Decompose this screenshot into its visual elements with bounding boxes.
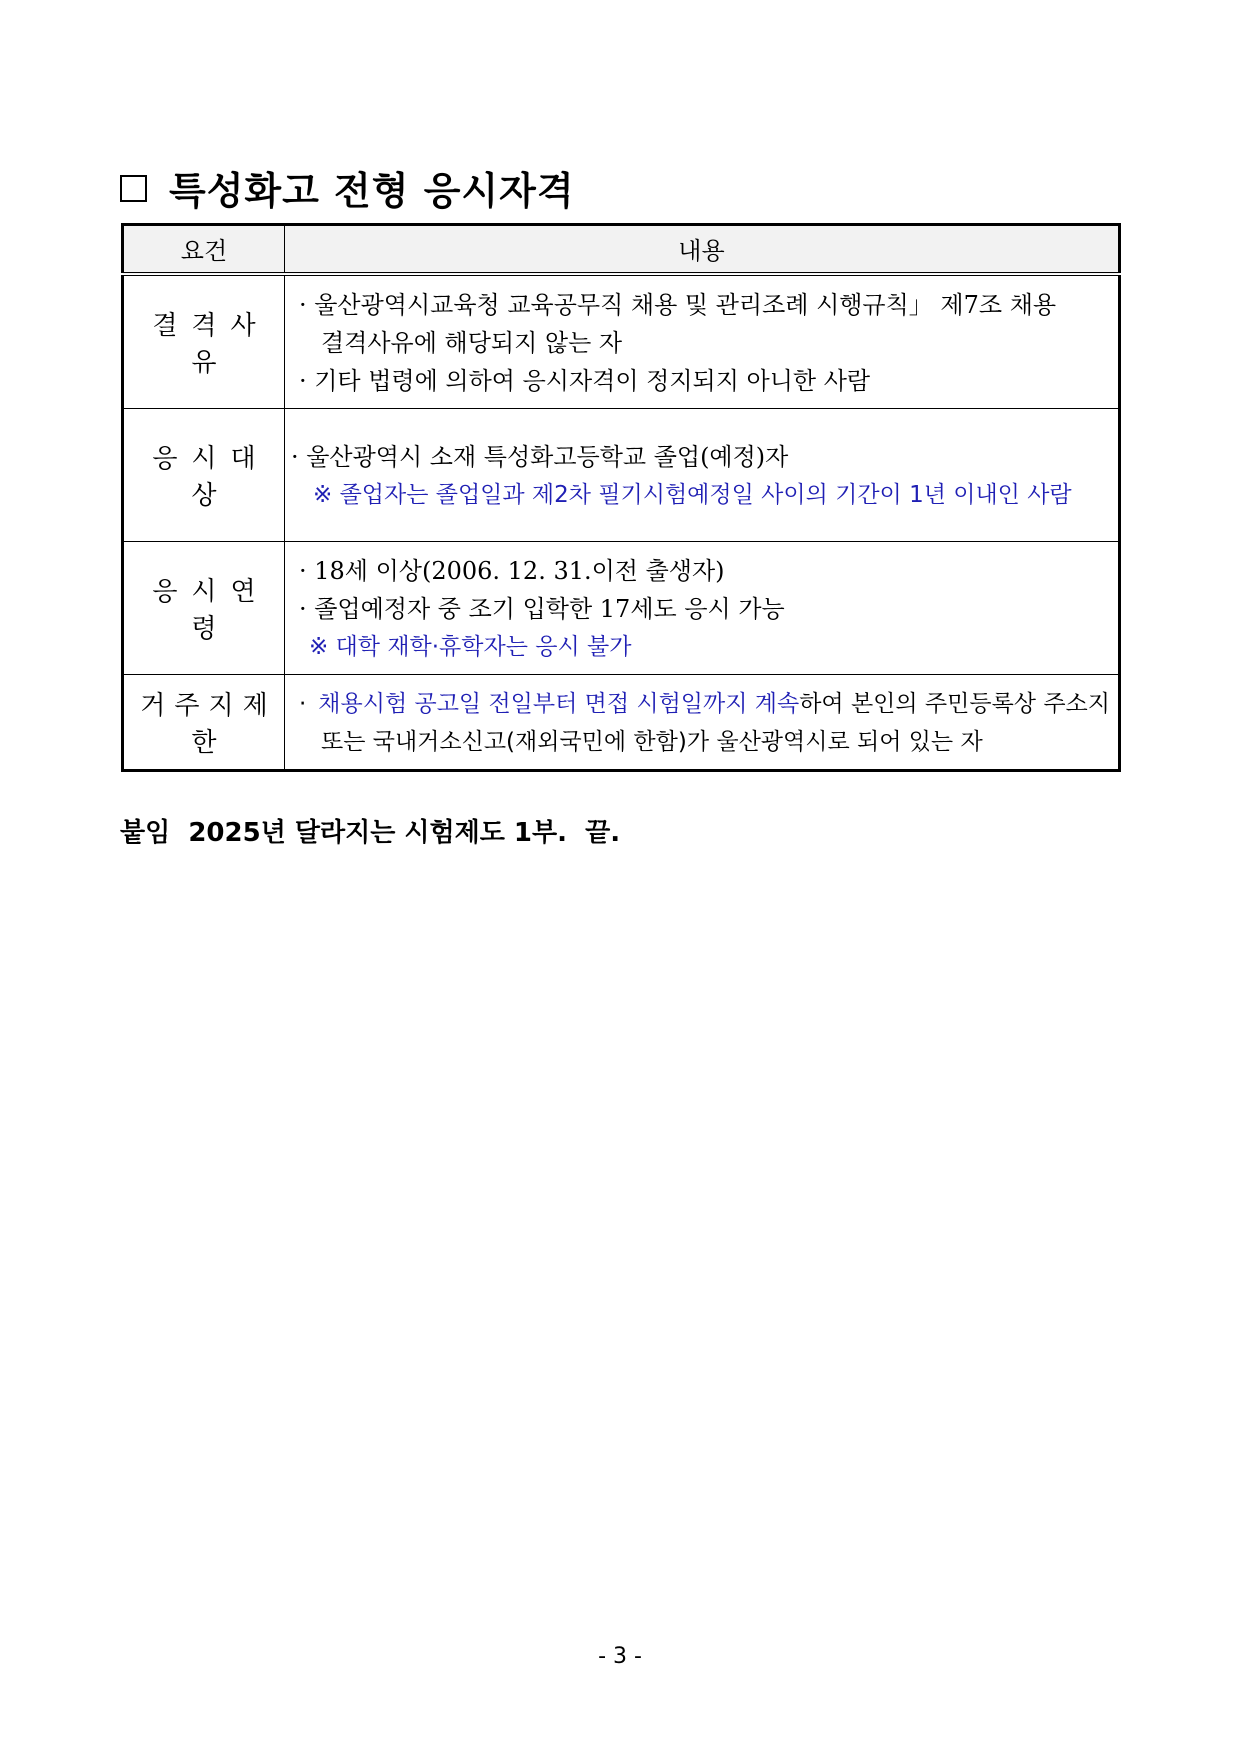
section-title <box>120 160 575 215</box>
attachment-note: 붙임 2025년 달라지는 시험제도 1부. 끝. <box>120 818 621 848</box>
content-line: · 졸업예정자 중 조기 입학한 17세도 응시 가능 <box>298 595 785 623</box>
content-line: · 기타 법령에 의하여 응시자격이 정지되지 아니한 사람 <box>298 366 871 395</box>
content-line: · 울산광역시 소재 특성화고등학교 졸업(예정)자 <box>290 443 789 471</box>
table-row <box>123 542 1120 675</box>
page-number: - 3 - <box>598 1644 642 1669</box>
content-line: · 울산광역시교육청 교육공무직 채용 및 관리조례 시행규칙」 제7조 채용 <box>298 290 1057 319</box>
row-content-disqualification <box>284 274 1119 409</box>
row-key-residence: 거주지제한 <box>123 675 285 771</box>
content-note: ※ 졸업자는 졸업일과 제2차 필기시험예정일 사이의 기간이 1년 이내인 사람 <box>312 482 1072 508</box>
square-bullet-icon <box>120 175 147 202</box>
bullet-icon: · <box>298 691 307 717</box>
row-key-age: 응시연령 <box>123 542 285 675</box>
content-text: 하여 본인의 주민등록상 주소지 <box>799 691 1110 717</box>
row-content-target <box>284 409 1119 542</box>
content-line: 결격사유에 해당되지 않는 자 <box>320 328 623 357</box>
header-requirement: 요건 <box>123 225 285 274</box>
table-row <box>123 274 1120 409</box>
section-title-text: 특성화고 전형 응시자격 <box>169 169 575 213</box>
table-row <box>123 409 1120 542</box>
content-line: · 18세 이상(2006. 12. 31.이전 출생자) <box>298 557 725 585</box>
content-note: ※ 대학 재학·휴학자는 응시 불가 <box>308 634 632 660</box>
table-row <box>123 675 1120 771</box>
row-key-target: 응시대상 <box>123 409 285 542</box>
requirements-table <box>121 223 1121 772</box>
content-line: 또는 국내거소신고(재외국민에 한함)가 울산광역시로 되어 있는 자 <box>320 729 983 755</box>
row-key-disqualification: 결격사유 <box>123 274 285 409</box>
highlighted-text: 채용시험 공고일 전일부터 면접 시험일까지 계속 <box>318 691 800 717</box>
table-header-row <box>123 225 1120 274</box>
row-content-residence <box>284 675 1119 771</box>
row-content-age <box>284 542 1119 675</box>
content-line <box>299 685 1110 723</box>
header-content: 내용 <box>284 225 1119 274</box>
